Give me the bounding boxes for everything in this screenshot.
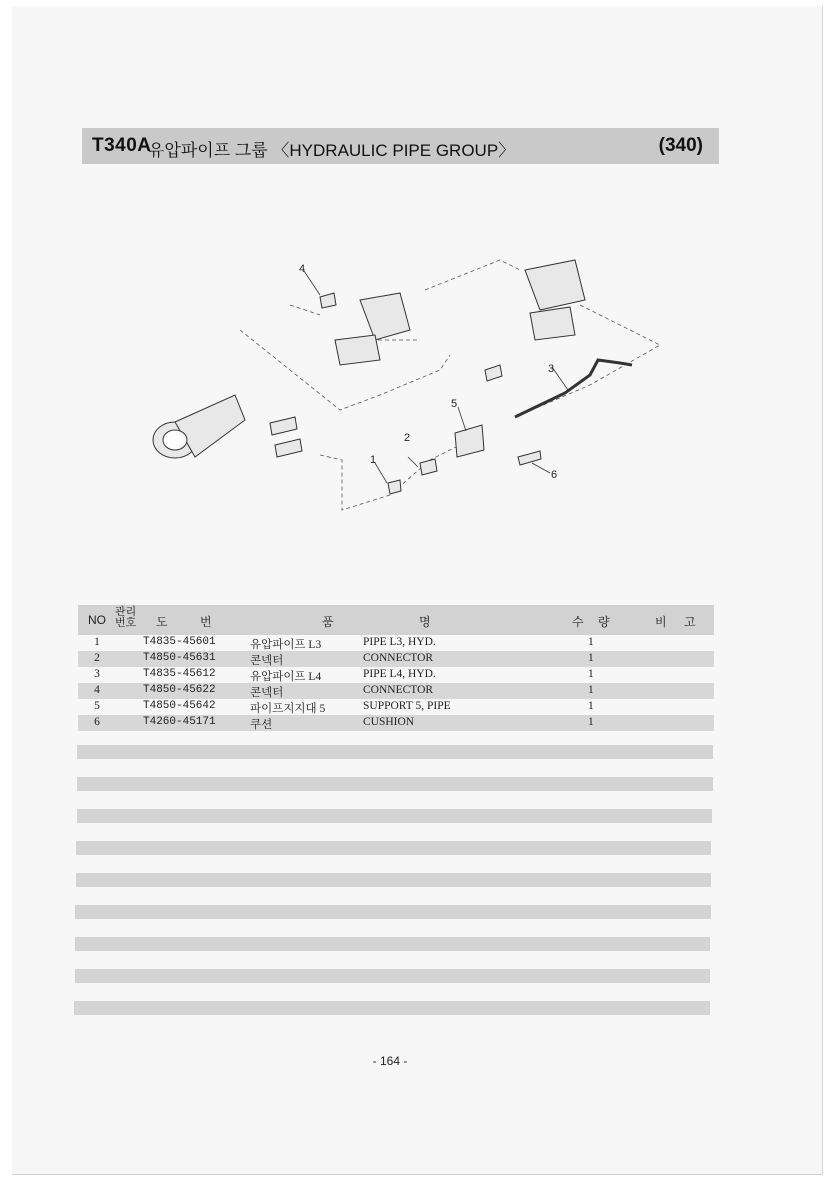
header-remark-a: 비	[655, 615, 667, 629]
page-number: - 164 -	[372, 1054, 408, 1068]
table-row: 1 T4835-45601 유압파이프 L3 PIPE L3, HYD. 1	[94, 636, 594, 651]
empty-row-stripe	[76, 873, 711, 887]
empty-row-stripe	[75, 969, 710, 983]
callout-6: 6	[551, 469, 558, 481]
group-code: T340A	[92, 135, 152, 156]
header-drawing-a: 도	[156, 615, 168, 629]
table-row: 5 T4850-45642 파이프지지대 5 SUPPORT 5, PIPE 1	[94, 700, 594, 715]
table-row: 4 T4850-45622 콘넥터 CONNECTOR 1	[78, 683, 714, 699]
table-row: 2 T4850-45631 콘넥터 CONNECTOR 1	[78, 651, 714, 667]
header-name-a: 품	[322, 615, 334, 629]
empty-row-stripe	[77, 809, 712, 823]
callout-2: 2	[404, 432, 411, 444]
header-drawing-b: 번	[200, 615, 212, 629]
empty-row-stripe	[75, 937, 710, 951]
callout-5: 5	[451, 398, 458, 410]
header-name-b: 명	[419, 615, 431, 629]
header-qty-b: 량	[598, 615, 610, 629]
catalog-page	[12, 6, 823, 1175]
empty-row-stripe	[75, 905, 711, 919]
header-manage-number: 관리 번호	[115, 606, 137, 629]
callout-4: 4	[299, 263, 306, 275]
parts-table-header	[78, 605, 714, 635]
exploded-parts-diagram	[120, 245, 680, 535]
callout-1: 1	[370, 454, 377, 466]
header-no: NO	[88, 613, 106, 627]
table-row: 3 T4835-45612 유압파이프 L4 PIPE L4, HYD. 1	[94, 668, 594, 683]
header-qty-a: 수	[572, 615, 584, 629]
callout-3: 3	[548, 363, 555, 375]
group-title: 유압파이프 그룹 〈HYDRAULIC PIPE GROUP〉	[148, 141, 516, 160]
table-row: 6 T4260-45171 쿠션 CUSHION 1	[78, 715, 714, 731]
parts-table-body	[78, 635, 714, 731]
empty-row-stripe	[76, 841, 711, 855]
empty-row-stripe	[74, 1001, 710, 1015]
header-remark-b: 고	[684, 615, 696, 629]
group-number: (340)	[658, 135, 703, 156]
empty-row-stripe	[77, 777, 713, 791]
empty-row-stripe	[77, 745, 713, 759]
group-title-bar	[82, 128, 719, 164]
